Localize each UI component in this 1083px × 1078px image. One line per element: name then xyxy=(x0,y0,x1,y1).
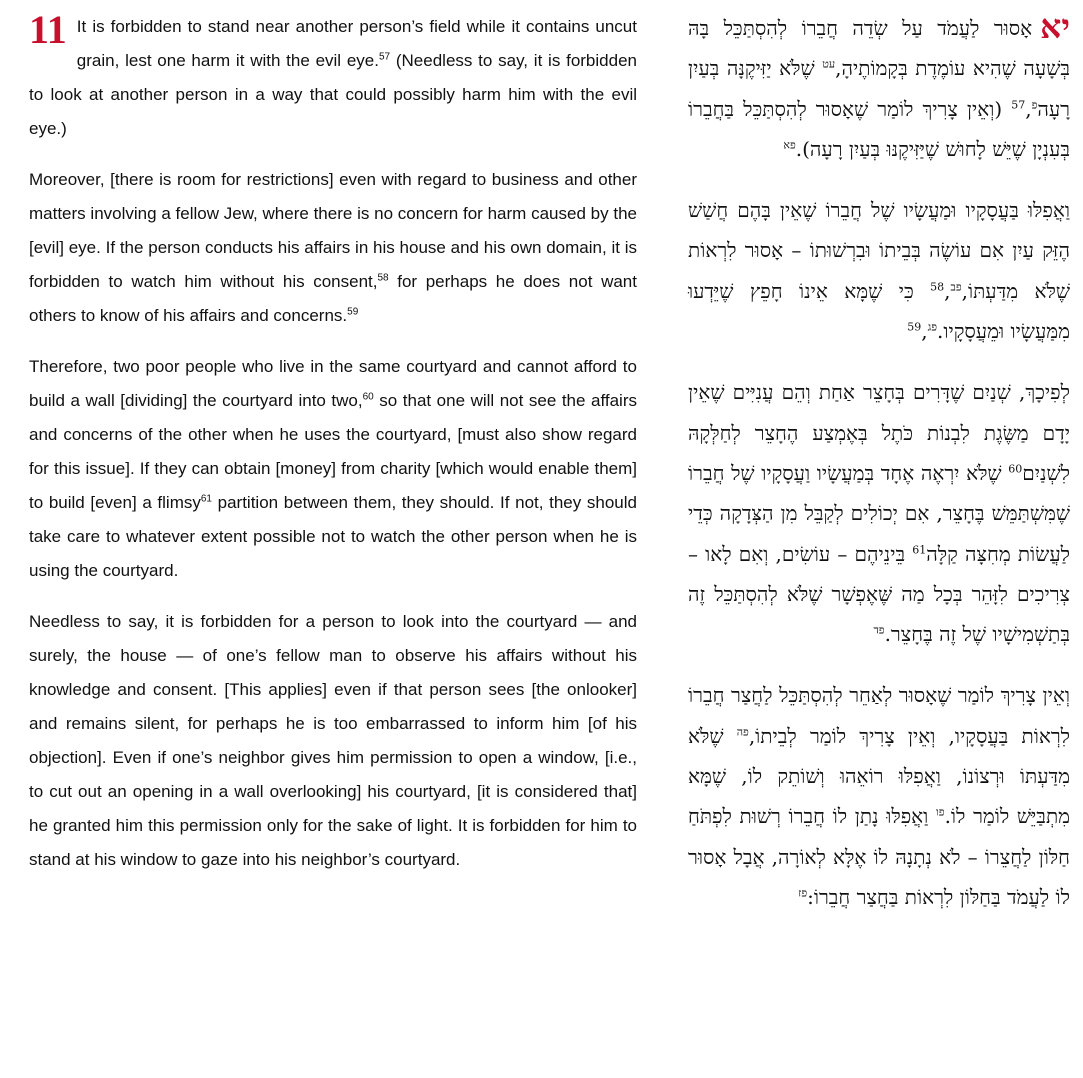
text-run: Therefore, two poor people who live in the same courtyard and cannot afford to build a wall [dividing] the courtyard into two, xyxy=(29,357,637,410)
text-run: Moreover, [there is room for restrictions] even with regard to business and other matters involving a fellow Jew, where there is no concern for harm caused by the [evil] eye. If the person conducts his affairs in his house and his own domain, it is forbidden to watch him without his consent, xyxy=(29,170,637,291)
footnote-ref: פו xyxy=(935,805,945,819)
section-number: 11 xyxy=(29,7,67,52)
footnote-ref: פא xyxy=(783,138,796,152)
footnote-ref: 61 xyxy=(912,542,927,556)
footnote-ref: 58 xyxy=(930,280,945,294)
footnote-ref: 58 xyxy=(377,272,389,284)
paragraph-text xyxy=(688,16,1070,161)
hebrew-paragraph xyxy=(688,190,1070,351)
english-paragraph xyxy=(29,350,637,588)
text-run: בֵּינֵיהֶם – עוֹשִׂים, וְאִם לָאו – צְרִיכִים לִזָּהֵר בְּכָל מַה שֶּׁאֶפְשָׁר שֶׁלֹּא לְהִסְתַּכֵּל זֶה בְּתַשְׁמִישָׁיו שֶׁל זֶה בֶּחָצֵר. xyxy=(688,541,1070,647)
footnote-ref: פה xyxy=(736,725,749,739)
paragraph-text xyxy=(29,612,637,869)
text-run: שֶׁלֹּא יִרְאֶה אֶחָד בְּמַעֲשָׂיו וַעֲסָקָיו שֶׁל חֲבֵרוֹ שֶׁמִּשְׁתַּמֵּשׁ בֶּחָצֵר, אִם יְכוֹלִים לְקַבֵּל מִן הַצְּדָקָה כְּדֵי לַעֲשׂוֹת מְחִצָּה קַלָּה xyxy=(688,460,1070,566)
text-run: שֶׁלֹּא מִדַּעְתּוֹ וּרְצוֹנוֹ, וַאֲפִלּוּ רוֹאֵהוּ וְשׁוֹתֵק לוֹ, שֶׁמָּא מִתְבַּיֵּשׁ לוֹמַר לוֹ. xyxy=(688,723,1070,829)
paragraph-text xyxy=(688,380,1070,646)
footnote-ref: 59 xyxy=(347,306,359,318)
hebrew-paragraph xyxy=(688,8,1070,169)
footnote-ref: 60 xyxy=(362,391,374,403)
hebrew-column xyxy=(688,8,1070,938)
footnote-ref: עט xyxy=(822,57,836,71)
text-run: It is forbidden to stand near another person’s field while it contains uncut grain, lest one harm it with the evil eye. xyxy=(76,17,637,70)
footnote-ref: 59 xyxy=(907,320,922,334)
footnote-ref: פב xyxy=(950,280,962,294)
english-paragraph xyxy=(29,7,637,146)
text-run: , xyxy=(921,319,928,344)
footnote-ref: פג xyxy=(927,320,937,334)
text-run: Needless to say, it is forbidden for a person to look into the courtyard — and surely, the house — of one’s fellow man to observe his affairs without his knowledge and consent. [This applies] even if that person sees [the onlooker] and remains silent, for perhaps he is too embarrassed to inform him [of his objection]. Even if one’s neighbor gives him permission to open a window, [i.e., to cut out an opening in a wall overlooking] his courtyard, [it is considered that] he granted him this permission only for the sake of light. It is forbidden for him to stand at his window to gaze into his neighbor’s courtyard. xyxy=(29,612,637,869)
text-run: וַאֲפִלּוּ נָתַן לוֹ חֲבֵרוֹ רְשׁוּת לִפְתֹּחַ חַלּוֹן לַחֲצֵרוֹ – לֹא נְתָנָהּ לוֹ אֶלָּא לְאוֹרָה, אֲבָל אָסוּר לוֹ לַעֲמֹד בַּחַלּוֹן לִרְאוֹת בַּחֲצַר חֲבֵרוֹ: xyxy=(688,804,1070,909)
text-run: (Needless to say, it is forbidden to look at another person in a way that could possibly harm him with the evil eye.) xyxy=(29,51,637,138)
paragraph-text xyxy=(29,170,637,325)
hebrew-paragraph xyxy=(688,675,1070,917)
footnote-ref: 61 xyxy=(200,493,212,505)
footnote-ref: פ xyxy=(1031,97,1038,111)
text-run: וְאֵין צָרִיךְ לוֹמַר שֶׁאָסוּר לְאַחֵר לְהִסְתַּכֵּל לַחֲצַר חֲבֵרוֹ לִרְאוֹת בַּעֲסָקָיו, וְאֵין צָרִיךְ לוֹמַר לְבֵיתוֹ, xyxy=(688,683,1071,748)
footnote-ref: 57 xyxy=(1011,97,1026,111)
footnote-ref: פד xyxy=(873,623,885,637)
english-column xyxy=(29,7,637,894)
text-run: כִּי שֶׁמָּא אֵינוֹ חָפֵץ שֶׁיֵּדְעוּ מִמַּעֲשָׂיו וּמֵעֲסָקָיו. xyxy=(688,278,1070,344)
text-run: , xyxy=(944,278,951,303)
text-run: אָסוּר לַעֲמֹד עַל שְׂדֵה חֲבֵרוֹ לְהִסְתַּכֵּל בָּהּ בְּשָׁעָה שֶׁהִיא עוֹמֶדֶת בְּקָמוֹתֶיהָ, xyxy=(688,16,1070,81)
text-run: for perhaps he does not want others to know of his affairs and concerns. xyxy=(29,272,637,325)
text-run: partition between them, they should. If not, they should take care to whatever extent possible not to watch the other person when he is using the courtyard. xyxy=(29,493,637,580)
text-run: (וְאֵין צָרִיךְ לוֹמַר שֶׁאָסוּר לְהִסְתַּכֵּל בַּחֲבֵרוֹ בְּעִנְיָן שֶׁיֵּשׁ לָחוּשׁ שֶׁיַּזִּיקֶנּוּ בְּעַיִן רָעָה). xyxy=(688,96,1070,161)
footnote-ref: 60 xyxy=(1008,462,1023,476)
text-run: לְפִיכָךְ, שְׁנַיִם שֶׁדָּרִים בְּחָצֵר אַחַת וְהֵם עֲנִיִּים שֶׁאֵין יָדָם מַשֶּׂגֶת לִבְנוֹת כֹּתֶל בְּאֶמְצַע הֶחָצֵר לְחַלְּקָהּ לִשְׁנַיִם xyxy=(688,380,1070,485)
text-run: , xyxy=(1025,96,1032,121)
text-run: so that one will not see the affairs and concerns of the other when he uses the courtyard, [must also show regard for this issue]. If they can obtain [money] from charity [which would enable them] to build [even] a flimsy xyxy=(29,391,637,512)
english-paragraph xyxy=(29,163,637,333)
english-paragraph xyxy=(29,605,637,877)
hebrew-paragraph xyxy=(688,372,1070,654)
paragraph-text xyxy=(29,17,637,138)
text-run: וַאֲפִלּוּ בַּעֲסָקָיו וּמַעֲשָׂיו שֶׁל חֲבֵרוֹ שֶׁאֵין בָּהֶם חֲשַׁשׁ הֶזֵּק עַיִן אִם עוֹשֶׂה בְּבֵיתוֹ וּבִרְשׁוּתוֹ – אָסוּר לִרְאוֹת שֶׁלֹּא מִדַּעְתּוֹ, xyxy=(688,198,1071,303)
paragraph-text xyxy=(29,357,637,580)
footnote-ref: 57 xyxy=(378,51,391,63)
paragraph-text xyxy=(688,198,1070,343)
paragraph-text xyxy=(688,683,1070,908)
section-number-hebrew: יא xyxy=(1040,7,1070,46)
text-run: שֶׁלֹּא יַזִּיקֶנָּה בְּעַיִן רָעָה xyxy=(688,56,1070,121)
footnote-ref: פז xyxy=(798,886,808,900)
